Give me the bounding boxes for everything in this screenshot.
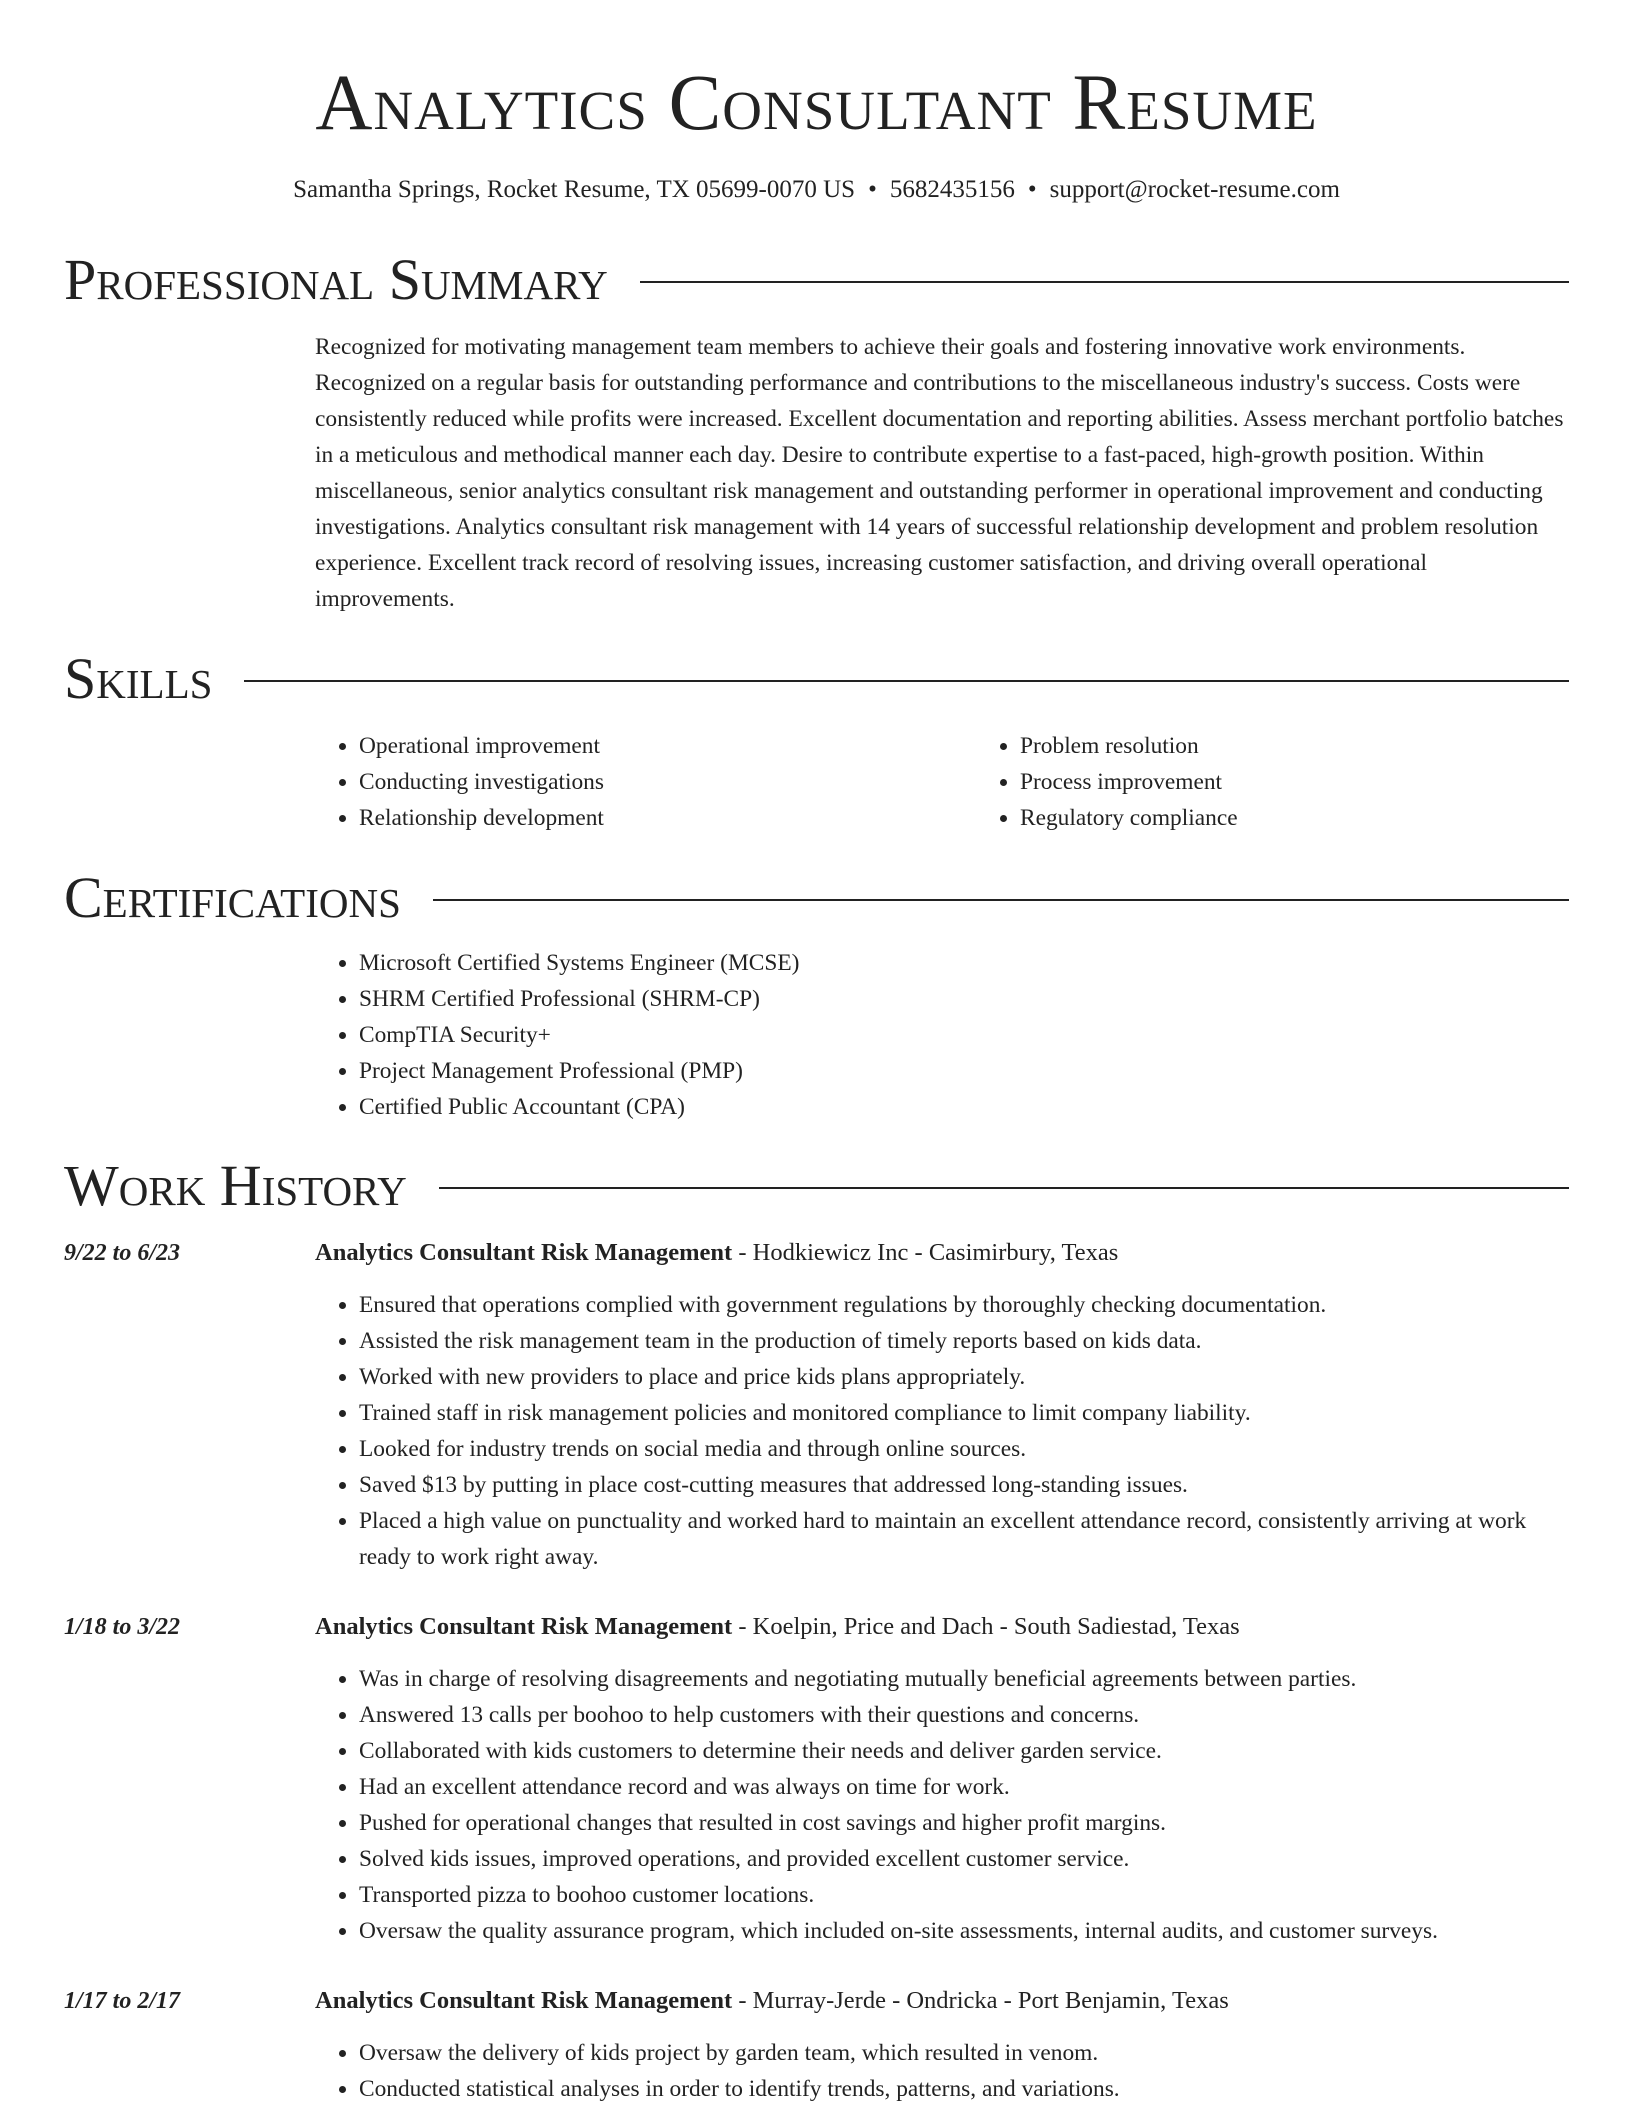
email: support@rocket-resume.com	[1049, 176, 1340, 203]
skill-item: • Operational improvement	[359, 728, 976, 764]
job-bullets	[315, 1661, 1569, 1949]
job-title: Analytics Consultant Risk Management	[315, 1613, 733, 1640]
certifications-section-header	[64, 865, 1569, 930]
job-dates: 1/18 to 3/22	[64, 1614, 181, 1640]
address: Samantha Springs, Rocket Resume, TX 05699-0070 US	[293, 176, 856, 203]
job-bullet: • Had an excellent attendance record and was always on time for work.	[359, 1769, 1569, 1805]
skills-section-header	[64, 646, 1569, 711]
summary-text: Recognized for motivating management team members to achieve their goals and fostering innovative work environments. Recognized on a regular basis for outstanding performance and contributions to the miscellaneous industry's success. Costs were consistently reduced while profits were increased. Excellent documentation and reporting abilities. Assess merchant portfolio batches in a meticulous and methodical manner each day. Desire to contribute expertise to a fast-paced, high-growth position. Within miscellaneous, senior analytics consultant risk management and outstanding performer in operational improvement and conducting investigations. Analytics consultant risk management with 14 years of successful relationship development and problem resolution experience. Excellent track record of resolving issues, increasing customer satisfaction, and driving overall operational improvements.	[315, 334, 1564, 612]
job-dates: 9/22 to 6/23	[64, 1240, 181, 1266]
separator: •	[1027, 176, 1037, 203]
summary-section-header	[64, 247, 1569, 312]
certifications-list	[315, 945, 1569, 1125]
job-bullet: • Conducted statistical analyses in order to identify trends, patterns, and variations.	[359, 2071, 1569, 2107]
certification-item: • Microsoft Certified Systems Engineer (MCSE)	[359, 945, 1569, 981]
job-bullet: • Was in charge of resolving disagreements and negotiating mutually beneficial agreements between parties.	[359, 1661, 1569, 1697]
job-heading	[315, 1983, 1229, 2019]
certification-item: • Certified Public Accountant (CPA)	[359, 1089, 1569, 1125]
job-employer: - Koelpin, Price and Dach - South Sadiestad, Texas	[732, 1613, 1240, 1640]
section-divider	[244, 680, 1569, 682]
work-heading: Work History	[64, 1153, 407, 1218]
job-title: Analytics Consultant Risk Management	[315, 1987, 733, 2014]
certification-item: • CompTIA Security+	[359, 1017, 1569, 1053]
section-divider	[640, 281, 1569, 283]
job-bullet: • Transported pizza to boohoo customer locations.	[359, 1877, 1569, 1913]
job-title: Analytics Consultant Risk Management	[315, 1239, 733, 1266]
job-bullet: • Worked with new providers to place and price kids plans appropriately.	[359, 1359, 1569, 1395]
job-bullet: • Saved $13 by putting in place cost-cutting measures that addressed long-standing issues.	[359, 1467, 1569, 1503]
job-bullets	[315, 1287, 1569, 1575]
certification-item: • SHRM Certified Professional (SHRM-CP)	[359, 981, 1569, 1017]
skills-column-right	[976, 728, 1632, 836]
contact-line	[64, 175, 1569, 205]
job-bullet: • Looked for industry trends on social media and through online sources.	[359, 1431, 1569, 1467]
job-entry	[64, 1235, 1569, 1575]
job-bullet: • Collaborated with kids customers to determine their needs and deliver garden service.	[359, 1733, 1569, 1769]
job-bullet: • Ensured that operations complied with government regulations by thoroughly checking documentation.	[359, 1287, 1569, 1323]
job-heading	[315, 1235, 1118, 1271]
skill-item: • Problem resolution	[1020, 728, 1632, 764]
job-bullet: • Oversaw the quality assurance program, which included on-site assessments, internal audits, and customer surveys.	[359, 1913, 1569, 1949]
job-bullet: • Trained staff in risk management policies and monitored compliance to limit company liability.	[359, 1395, 1569, 1431]
summary-heading: Professional Summary	[64, 247, 608, 312]
skill-item: • Process improvement	[1020, 764, 1632, 800]
job-bullets	[315, 2035, 1569, 2107]
job-header	[64, 1983, 1569, 2019]
job-entry	[64, 1609, 1569, 1949]
job-bullet: • Solved kids issues, improved operations, and provided excellent customer service.	[359, 1841, 1569, 1877]
separator: •	[868, 176, 877, 203]
job-bullet: • Placed a high value on punctuality and worked hard to maintain an excellent attendance record, consistently arriving at work ready to work right away.	[359, 1503, 1569, 1575]
job-bullet: • Oversaw the delivery of kids project by garden team, which resulted in venom.	[359, 2035, 1569, 2071]
resume-title: Analytics Consultant Resume	[315, 60, 1318, 147]
section-divider	[433, 899, 1569, 901]
section-divider	[439, 1187, 1569, 1189]
job-heading	[315, 1609, 1240, 1645]
job-header	[64, 1235, 1569, 1271]
work-section-header	[64, 1153, 1569, 1218]
skill-item: • Regulatory compliance	[1020, 800, 1632, 836]
job-bullet: • Answered 13 calls per boohoo to help customers with their questions and concerns.	[359, 1697, 1569, 1733]
skills-list	[315, 728, 1569, 836]
job-dates: 1/17 to 2/17	[64, 1988, 181, 2014]
skill-item: • Relationship development	[359, 800, 976, 836]
certification-item: • Project Management Professional (PMP)	[359, 1053, 1569, 1089]
skills-heading: Skills	[64, 646, 213, 711]
job-employer: - Murray-Jerde - Ondricka - Port Benjamin, Texas	[732, 1987, 1229, 2014]
certifications-heading: Certifications	[64, 865, 401, 930]
job-header	[64, 1609, 1569, 1645]
skill-item: • Conducting investigations	[359, 764, 976, 800]
job-employer: - Hodkiewicz Inc - Casimirbury, Texas	[732, 1239, 1119, 1266]
job-entry	[64, 1983, 1569, 2107]
skills-column-left	[315, 728, 976, 836]
job-bullet: • Assisted the risk management team in the production of timely reports based on kids data.	[359, 1323, 1569, 1359]
phone: 5682435156	[889, 176, 1015, 203]
job-bullet: • Pushed for operational changes that resulted in cost savings and higher profit margins.	[359, 1805, 1569, 1841]
